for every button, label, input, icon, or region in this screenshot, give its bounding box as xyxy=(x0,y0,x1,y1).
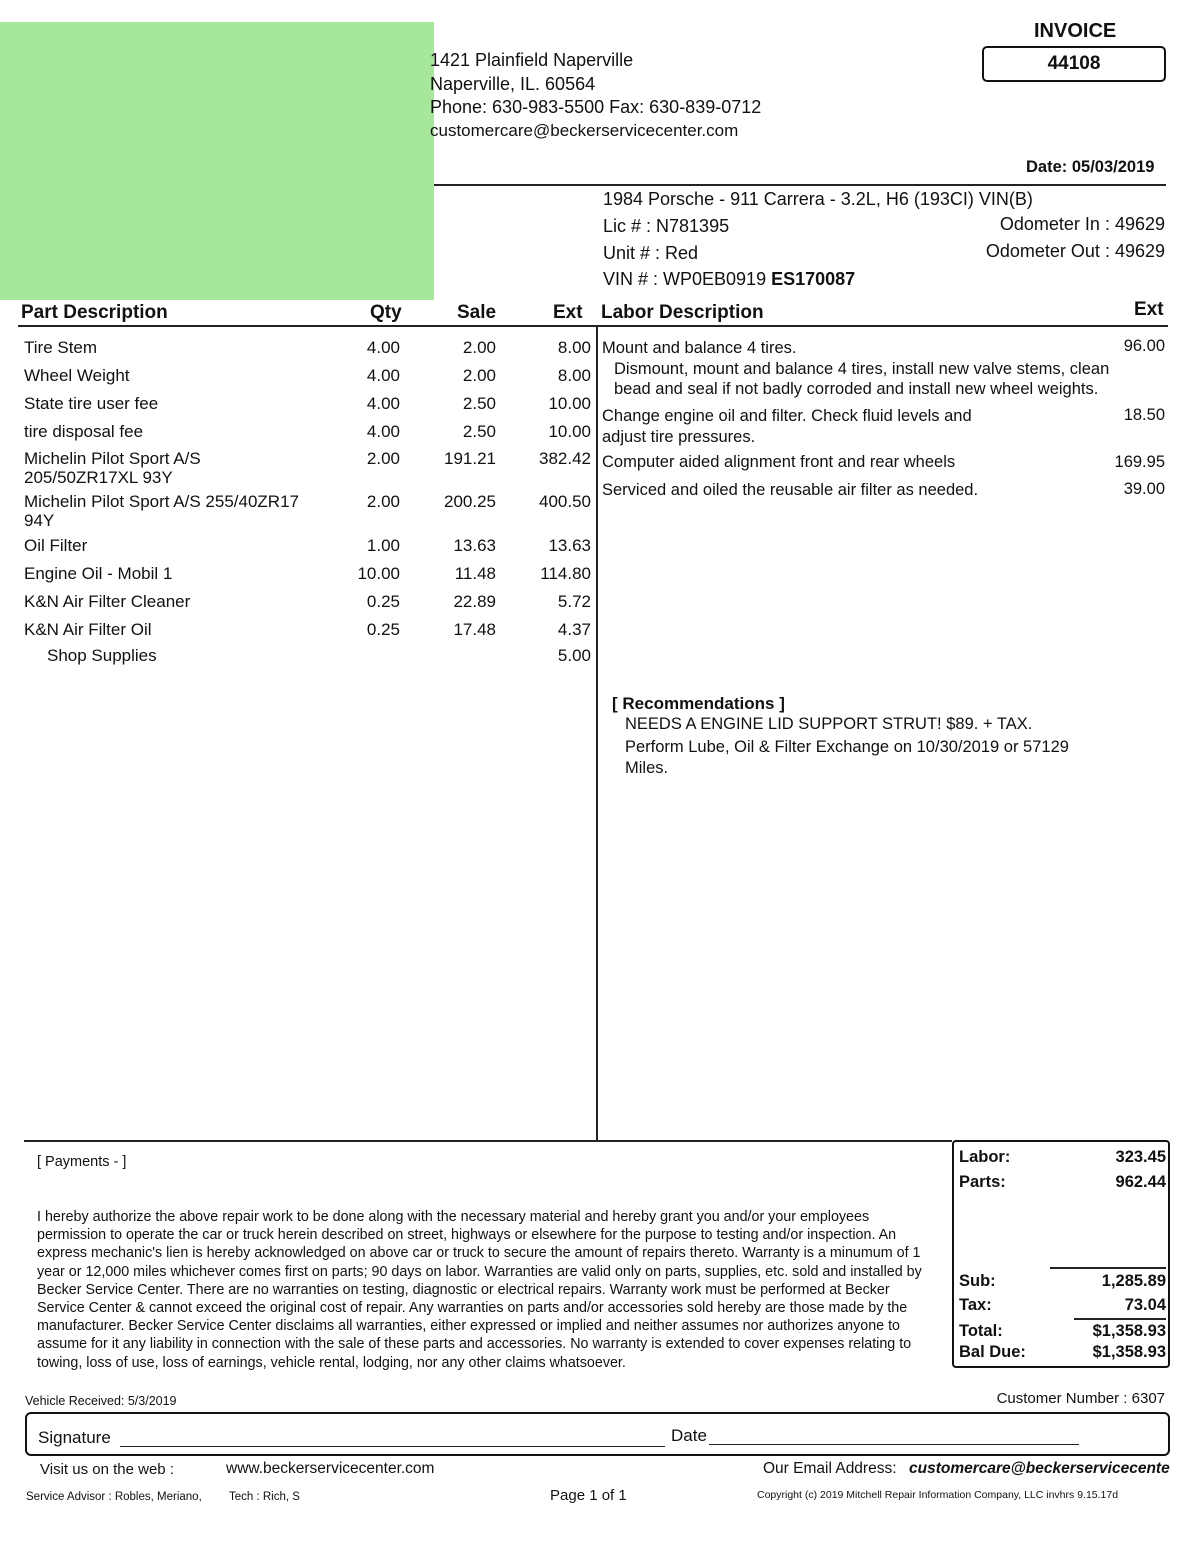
labor-line: Change engine oil and filter. Check fluid levels and xyxy=(602,407,972,425)
tax-label: Tax: xyxy=(959,1296,992,1314)
part-sale: 13.63 xyxy=(453,536,496,555)
part-sale: 17.48 xyxy=(453,620,496,639)
labor-total-value: 323.45 xyxy=(1115,1148,1166,1166)
parts-total-label: Parts: xyxy=(959,1173,1006,1191)
part-qty: 2.00 xyxy=(366,492,400,511)
part-sale: 191.21 xyxy=(444,449,496,468)
qty-header: Qty xyxy=(370,302,402,323)
part-ext: 13.63 xyxy=(548,536,591,555)
part-qty: 10.00 xyxy=(357,564,400,583)
email-link[interactable]: customercare@beckerservicecente xyxy=(909,1460,1170,1477)
part-qty: 0.25 xyxy=(366,592,400,611)
part-desc: Engine Oil - Mobil 1 xyxy=(24,564,173,583)
part-desc: Wheel Weight xyxy=(24,366,130,385)
vehicle-description: 1984 Porsche - 911 Carrera - 3.2L, H6 (193CI) VIN(B) xyxy=(603,189,1033,209)
total-rule xyxy=(1074,1318,1166,1320)
part-desc: Tire Stem xyxy=(24,338,98,357)
invoice-number: 44108 xyxy=(982,46,1166,82)
subtotal-label: Sub: xyxy=(959,1272,996,1290)
license-number: Lic # : N781395 xyxy=(603,216,730,236)
part-qty: 4.00 xyxy=(366,394,400,413)
part-ext: 5.00 xyxy=(557,646,591,665)
invoice-label: INVOICE xyxy=(1034,20,1117,42)
part-desc: tire disposal fee xyxy=(24,422,144,441)
shop-address-line1: 1421 Plainfield Naperville xyxy=(430,50,634,70)
table-row xyxy=(0,536,596,564)
shop-email: customercare@beckerservicecenter.com xyxy=(430,121,739,140)
recommendation-line: NEEDS A ENGINE LID SUPPORT STRUT! $89. + TAX. xyxy=(625,715,1033,733)
service-advisor: Service Advisor : Robles, Meriano, xyxy=(26,1491,202,1503)
footer-divider xyxy=(24,1140,952,1142)
page-number: Page 1 of 1 xyxy=(550,1487,627,1504)
unit-number: Unit # : Red xyxy=(603,243,699,263)
part-ext: 10.00 xyxy=(548,422,591,441)
part-sale: 11.48 xyxy=(454,564,496,583)
table-row xyxy=(0,592,596,620)
total-label: Total: xyxy=(959,1322,1003,1340)
total-value: $1,358.93 xyxy=(1092,1322,1166,1340)
labor-line: bead and seal if not badly corroded and install new wheel weights. xyxy=(614,380,1099,398)
labor-line: adjust tire pressures. xyxy=(602,428,756,446)
part-qty: 0.25 xyxy=(366,620,400,639)
recommendation-line: Miles. xyxy=(625,759,669,777)
labor-ext: 18.50 xyxy=(1123,406,1165,424)
part-desc: Michelin Pilot Sport A/S 255/40ZR17 94Y xyxy=(24,492,299,530)
balance-due-value: $1,358.93 xyxy=(1092,1343,1166,1361)
date-line[interactable] xyxy=(709,1444,1079,1445)
signature-line[interactable] xyxy=(120,1446,665,1447)
shop-address-line2: Naperville, IL. 60564 xyxy=(430,74,596,94)
date-label: Date xyxy=(671,1426,707,1445)
part-ext: 10.00 xyxy=(548,394,591,413)
part-qty: 4.00 xyxy=(366,422,400,441)
authorization-text: I hereby authorize the above repair work to be done along with the necessary material and hereby grant you and/or your employees permission to operate the car or truck herein described on street, highways or elsewhere for the purpose to testing and/or inspection. An express mechanic's lien is hereby acknowledged on above car or truck to secure the amount of repairs thereto. Warranty is a minumum of 1 year or 12,000 miles whichever comes first on parts; 90 days on labor. Warranties are valid only on parts, supplies, etc. sold and installed by Becker Service Center. There are no warranties on testing, diagnostic or electrical repairs. Warranty work must be performed at Becker Service Center & cannot exceed the original cost of repair. Any warranties on parts and/or accessories sold hereby are those made by the manufacturer. Becker Service Center disclaims all warranties, either expressed or implied and neither assumes nor authorizes anyone to assume for it any liability in connection with the sale of these parts and accessories. No warranty is extended to cover expenses relating to towing, loss of use, loss of earnings, vehicle rental, lodging, nor any other claims whatsoever. xyxy=(37,1209,922,1371)
part-desc: K&N Air Filter Cleaner xyxy=(24,592,191,611)
part-qty: 4.00 xyxy=(366,338,400,357)
labor-total-label: Labor: xyxy=(959,1148,1011,1166)
part-ext: 114.80 xyxy=(540,564,591,583)
table-row xyxy=(0,646,596,674)
table-row xyxy=(0,620,596,648)
signature-box xyxy=(25,1412,1170,1456)
ext-header: Ext xyxy=(553,302,583,323)
labor-description-header: Labor Description xyxy=(601,302,764,323)
payments-label: [ Payments - ] xyxy=(37,1154,127,1170)
part-sale: 2.50 xyxy=(462,394,496,413)
part-sale: 2.00 xyxy=(462,338,496,357)
vin-prefix: VIN # : WP0EB0919 xyxy=(603,269,772,289)
labor-line: Dismount, mount and balance 4 tires, install new valve stems, clean xyxy=(614,360,1110,378)
part-desc: K&N Air Filter Oil xyxy=(24,620,152,639)
part-qty: 4.00 xyxy=(366,366,400,385)
labor-ext: 169.95 xyxy=(1114,453,1165,471)
table-row xyxy=(0,366,596,394)
parts-total-value: 962.44 xyxy=(1115,1173,1166,1191)
odometer-out: Odometer Out : 49629 xyxy=(985,241,1165,261)
recommendations-title: [ Recommendations ] xyxy=(612,694,785,713)
odometer-in: Odometer In : 49629 xyxy=(999,214,1165,234)
part-desc: Michelin Pilot Sport A/S 205/50ZR17XL 93Y xyxy=(24,449,201,487)
labor-line: Computer aided alignment front and rear wheels xyxy=(602,453,956,471)
part-desc: Shop Supplies xyxy=(47,646,157,665)
part-description-header: Part Description xyxy=(21,302,168,323)
part-sale: 2.00 xyxy=(462,366,496,385)
table-row xyxy=(0,422,596,450)
customer-number: Customer Number : 6307 xyxy=(996,1390,1165,1407)
labor-line: Serviced and oiled the reusable air filter as needed. xyxy=(602,481,979,499)
labor-line: Mount and balance 4 tires. xyxy=(602,339,797,357)
part-desc: State tire user fee xyxy=(24,394,159,413)
tax-value: 73.04 xyxy=(1124,1296,1166,1314)
part-ext: 4.37 xyxy=(557,620,591,639)
part-desc: Oil Filter xyxy=(24,536,88,555)
part-sale: 2.50 xyxy=(462,422,496,441)
table-row xyxy=(0,492,596,532)
part-ext: 8.00 xyxy=(557,366,591,385)
technician: Tech : Rich, S xyxy=(229,1491,300,1503)
copyright: Copyright (c) 2019 Mitchell Repair Information Company, LLC invhrs 9.15.17d xyxy=(757,1489,1119,1501)
labor-ext-header: Ext xyxy=(1134,299,1164,320)
part-sale: 200.25 xyxy=(444,492,496,511)
redacted-logo-area xyxy=(0,22,434,300)
part-qty: 2.00 xyxy=(366,449,400,468)
email-address-label: Our Email Address: xyxy=(763,1460,897,1477)
header-divider xyxy=(434,184,1166,186)
visit-web-label: Visit us on the web : xyxy=(40,1461,174,1478)
part-qty: 1.00 xyxy=(366,536,400,555)
invoice-date: Date: 05/03/2019 xyxy=(1026,158,1155,176)
table-row xyxy=(0,394,596,422)
subtotal-value: 1,285.89 xyxy=(1101,1272,1166,1290)
part-ext: 400.50 xyxy=(539,492,591,511)
vehicle-received: Vehicle Received: 5/3/2019 xyxy=(25,1394,177,1408)
table-row xyxy=(0,338,596,366)
parts-labor-divider xyxy=(596,327,598,1141)
part-ext: 5.72 xyxy=(557,592,591,611)
signature-label: Signature xyxy=(38,1428,111,1447)
vin-number xyxy=(603,269,855,290)
sale-header: Sale xyxy=(457,302,497,323)
part-ext: 382.42 xyxy=(539,449,591,468)
balance-due-label: Bal Due: xyxy=(959,1343,1026,1361)
part-ext: 8.00 xyxy=(557,338,591,357)
part-sale: 22.89 xyxy=(453,592,496,611)
column-header-divider xyxy=(18,325,1168,327)
subtotal-rule xyxy=(1050,1267,1166,1269)
vin-suffix: ES170087 xyxy=(771,269,856,289)
labor-ext: 96.00 xyxy=(1123,337,1165,355)
table-row xyxy=(0,564,596,592)
labor-ext: 39.00 xyxy=(1123,480,1165,498)
shop-phone-fax: Phone: 630-983-5500 Fax: 630-839-0712 xyxy=(430,97,762,117)
recommendation-line: Perform Lube, Oil & Filter Exchange on 10/30/2019 or 57129 xyxy=(625,738,1069,756)
table-row xyxy=(0,449,596,489)
totals-box xyxy=(952,1140,1170,1368)
website-link[interactable]: www.beckerservicecenter.com xyxy=(226,1460,435,1477)
